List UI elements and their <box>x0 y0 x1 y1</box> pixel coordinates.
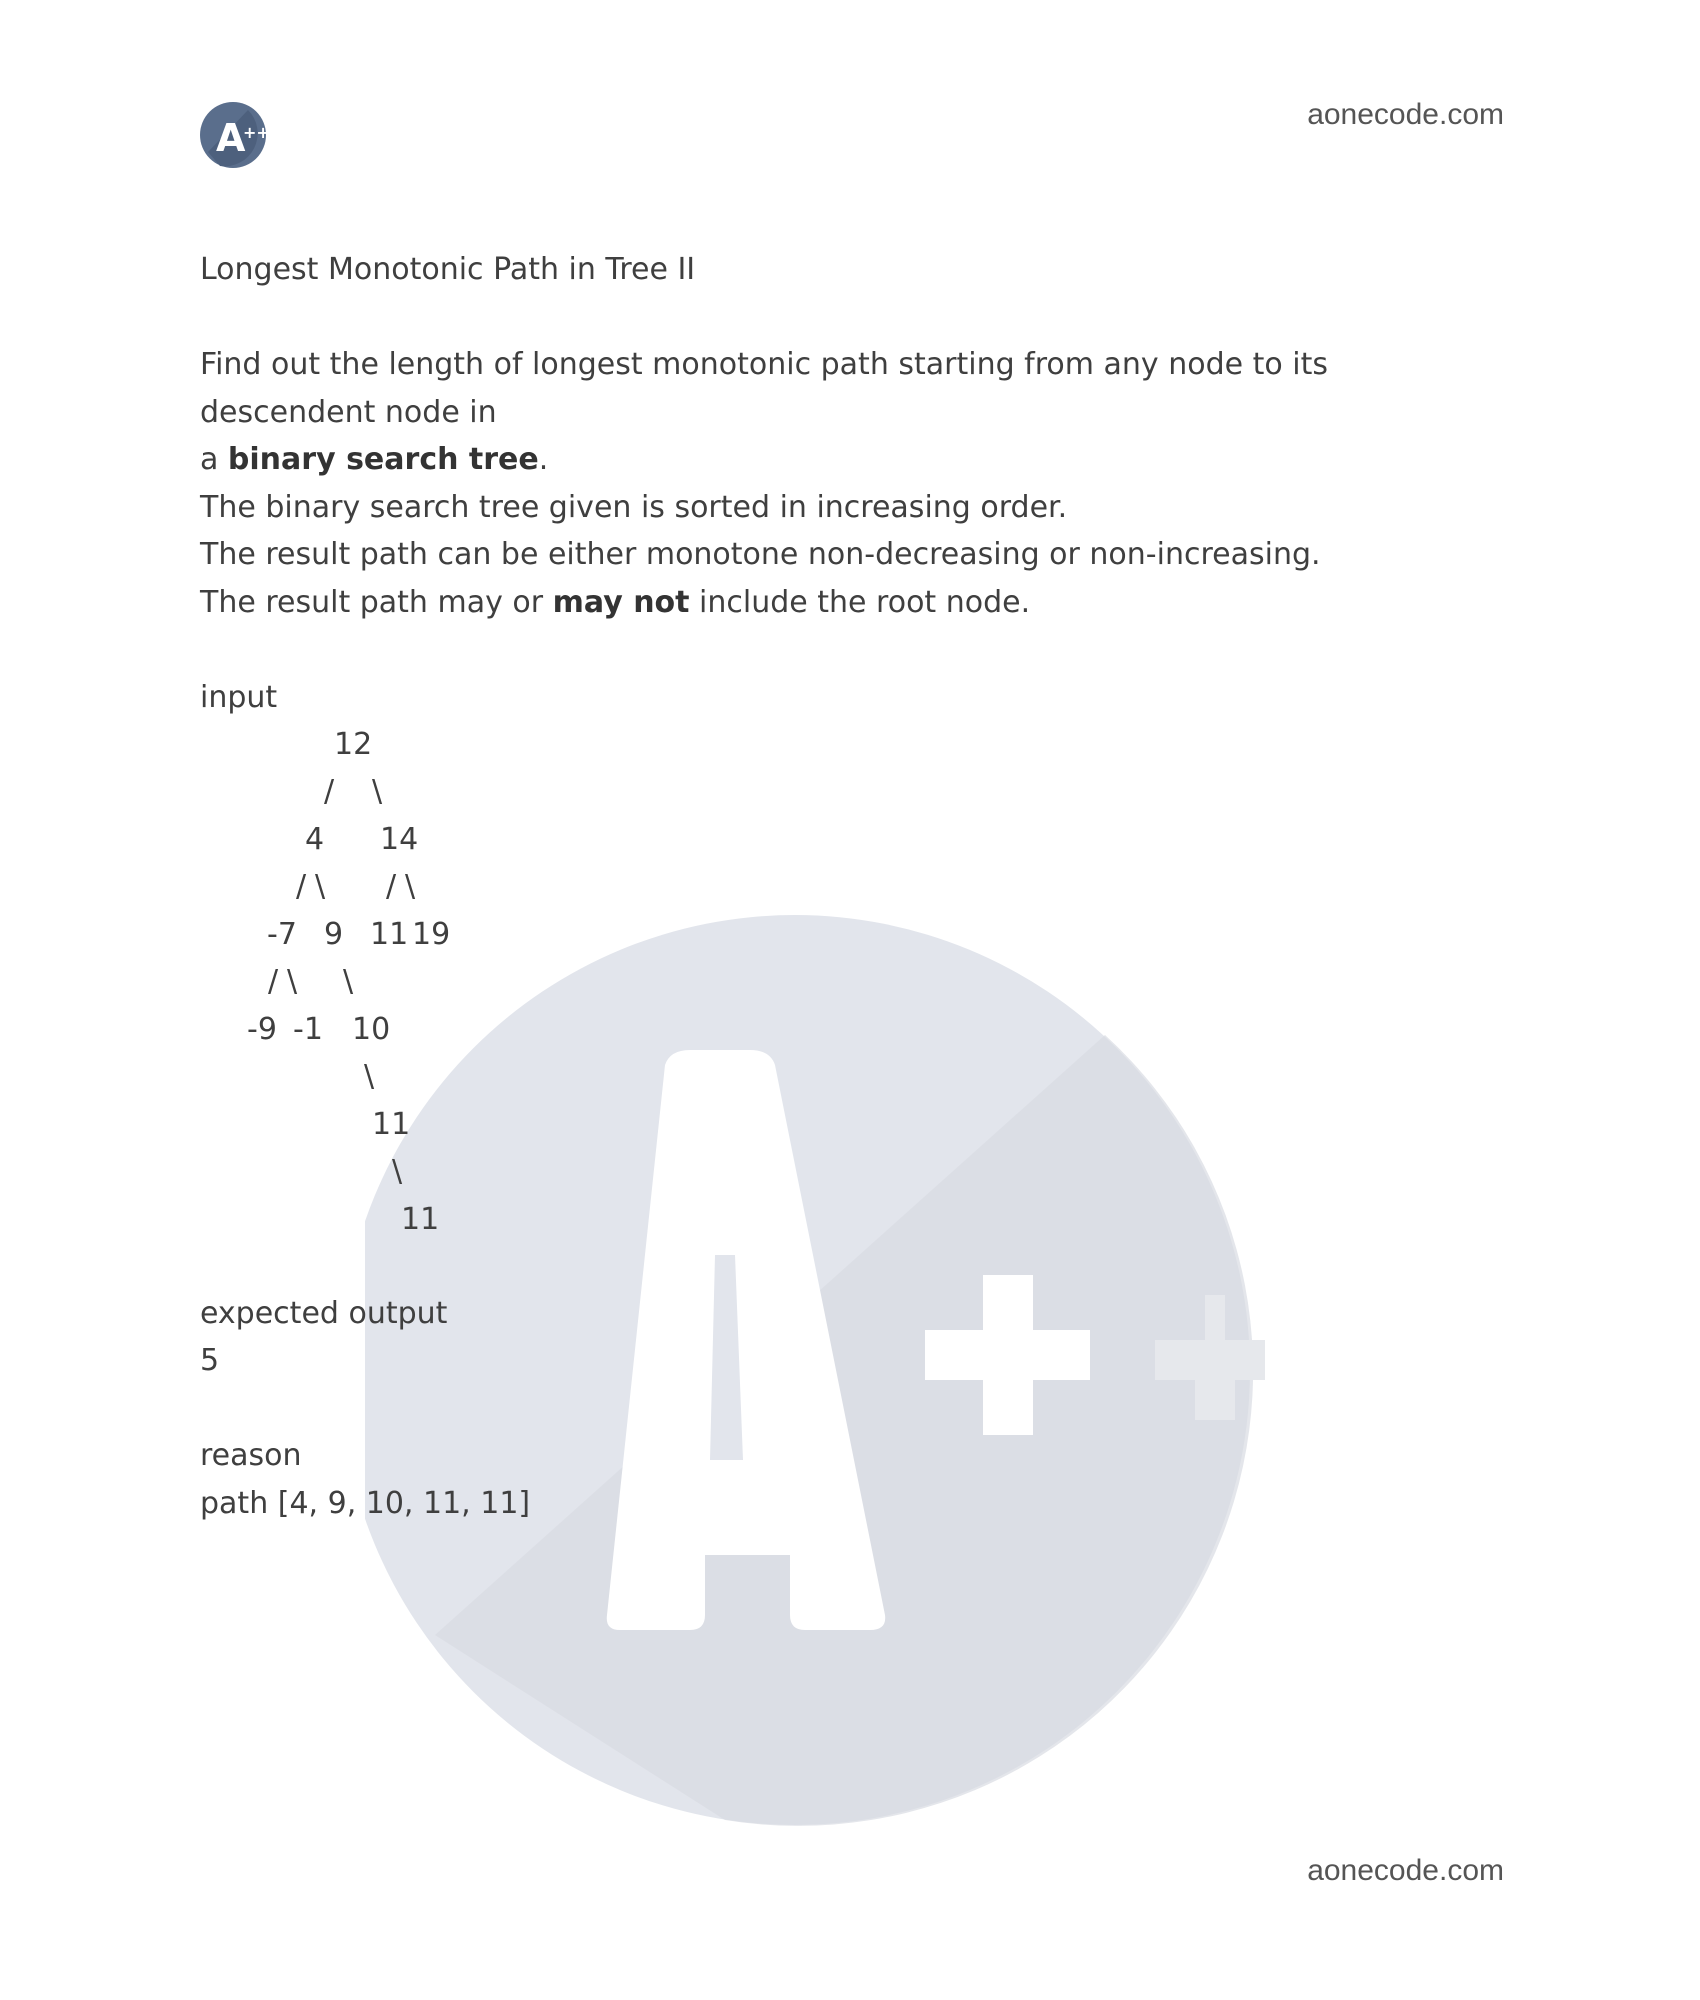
description-line-1: Find out the length of longest monotonic path starting from any node to its descendent node in <box>200 347 1328 430</box>
tree-edge: \ <box>405 869 416 904</box>
tree-node: -9 <box>247 1012 277 1047</box>
aonecode-logo <box>200 100 280 172</box>
tree-edge: \ <box>392 1154 403 1189</box>
input-label: input <box>200 679 278 715</box>
output-label: expected output <box>200 1295 448 1331</box>
problem-content <box>200 246 1510 1527</box>
tree-edge: \ <box>287 964 298 999</box>
svg-text:A: A <box>216 116 246 160</box>
bold-bst: binary search tree <box>227 442 539 477</box>
tree-node: 10 <box>352 1012 391 1047</box>
reason-label: reason <box>200 1438 302 1473</box>
tree-diagram <box>200 721 1510 1242</box>
tree-edge: \ <box>315 869 326 904</box>
tree-node: -7 <box>267 917 297 952</box>
tree-edge: / <box>268 964 279 999</box>
tree-edge: \ <box>364 1059 375 1094</box>
tree-node: 9 <box>324 917 344 952</box>
tree-edge: / <box>324 774 335 809</box>
tree-edge: \ <box>343 964 354 999</box>
problem-title: Longest Monotonic Path in Tree II <box>200 252 696 287</box>
tree-edge: / <box>386 869 397 904</box>
tree-node: -1 <box>293 1012 323 1047</box>
tree-node: 11 <box>401 1202 440 1237</box>
tree-node: 19 <box>412 917 451 952</box>
svg-text:++: ++ <box>243 123 270 142</box>
tree-node: 4 <box>305 822 325 857</box>
tree-edge: \ <box>372 774 383 809</box>
site-name-footer[interactable]: aonecode.com <box>1307 1854 1504 1887</box>
description-line-3: The binary search tree given is sorted in increasing order. <box>200 489 1068 525</box>
tree-node: 14 <box>380 822 419 857</box>
tree-node: 11 <box>372 1107 411 1142</box>
output-value: 5 <box>200 1343 220 1378</box>
description-line-2: a binary search tree. <box>200 442 549 477</box>
tree-node: 11 <box>370 917 409 952</box>
bold-may-not: may not <box>552 584 690 620</box>
site-name-header[interactable]: aonecode.com <box>1307 98 1504 131</box>
description-line-5: The result path may or may not include the root node. <box>200 584 1031 620</box>
tree-node: 12 <box>334 727 373 762</box>
reason-value: path [4, 9, 10, 11, 11] <box>200 1485 531 1521</box>
tree-edge: / <box>296 869 307 904</box>
description-line-4: The result path can be either monotone non-decreasing or non-increasing. <box>200 537 1321 572</box>
